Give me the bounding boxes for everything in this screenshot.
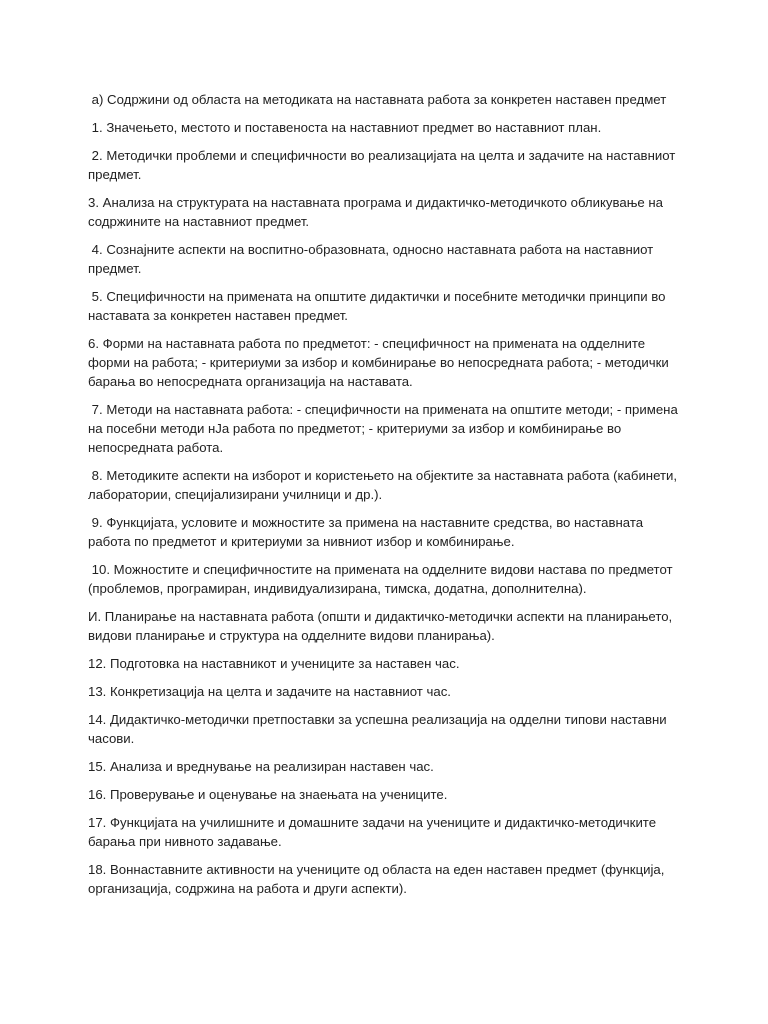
paragraph-item-14: 14. Дидактичко-методички претпоставки за успешна реализација на одделни типови наставни часови. [88,712,671,746]
paragraph-item-1: 1. Значењето, местото и поставеноста на наставниот предмет во наставниот план. [88,120,602,135]
document-body [88,90,688,907]
paragraph-heading-a: а) Содржини од областа на методиката на наставната работа за конкретен наставен предмет [88,92,667,107]
paragraph-item-12: 12. Подготовка на наставникот и учениците за наставен час. [88,656,460,671]
paragraph-item-9: 9. Функцијата, условите и можностите за примена на наставните средства, во наставната работа по предметот и критериуми за нивниот избор и комбинирање. [88,515,647,549]
paragraph-item-3: 3. Анализа на структурата на наставната програма и дидактичко-методичкото обликување на содржините на наставниот предмет. [88,195,667,229]
paragraph-item-5: 5. Специфичности на примената на општите дидактички и посебните методички принципи во наставата за конкретен наставен предмет. [88,289,670,323]
paragraph-item-6: 6. Форми на наставната работа по предметот: - специфичност на примената на одделните форми на работа; - критериуми за избор и комбинирање во непосредната работа; - методички барања во непосредната организација на наставата. [88,336,673,389]
paragraph-item-7: 7. Методи на наставната работа: - специфичности на примената на општите методи; - примена на посебни методи нЈа работа по предметот; - критериуми за избор и комбинирање во непосредната работа. [88,402,682,455]
paragraph-item-15: 15. Анализа и вреднување на реализиран наставен час. [88,759,434,774]
paragraph-item-16: 16. Проверување и оценување на знаењата на учениците. [88,787,448,802]
paragraph-item-10: 10. Можностите и специфичностите на примената на одделните видови настава по предметот (проблемов, програмиран, индивидуализирана, тимска, додатна, дополнителна). [88,562,677,596]
paragraph-item-2: 2. Методички проблеми и специфичности во реализацијата на целта и задачите на наставниот предмет. [88,148,679,182]
paragraph-item-4: 4. Сознајните аспекти на воспитно-образовната, односно наставната работа на наставниот предмет. [88,242,657,276]
paragraph-item-17: 17. Функцијата на училишните и домашните задачи на учениците и дидактичко-методичките барања при нивното задавање. [88,815,660,849]
paragraph-item-11: И. Планирање на наставната работа (општи и дидактичко-методички аспекти на планирањето, видови планирање и структура на одделните видови планирања). [88,609,676,643]
paragraph-item-8: 8. Методиките аспекти на изборот и користењето на објектите за наставната работа (кабинети, лаборатории, специјализирани училници и др.). [88,468,681,502]
paragraph-item-13: 13. Конкретизација на целта и задачите на наставниот час. [88,684,451,699]
paragraph-item-18: 18. Воннаставните активности на учениците од областа на еден наставен предмет (функција, организација, содржина на работа и други аспекти). [88,862,669,896]
